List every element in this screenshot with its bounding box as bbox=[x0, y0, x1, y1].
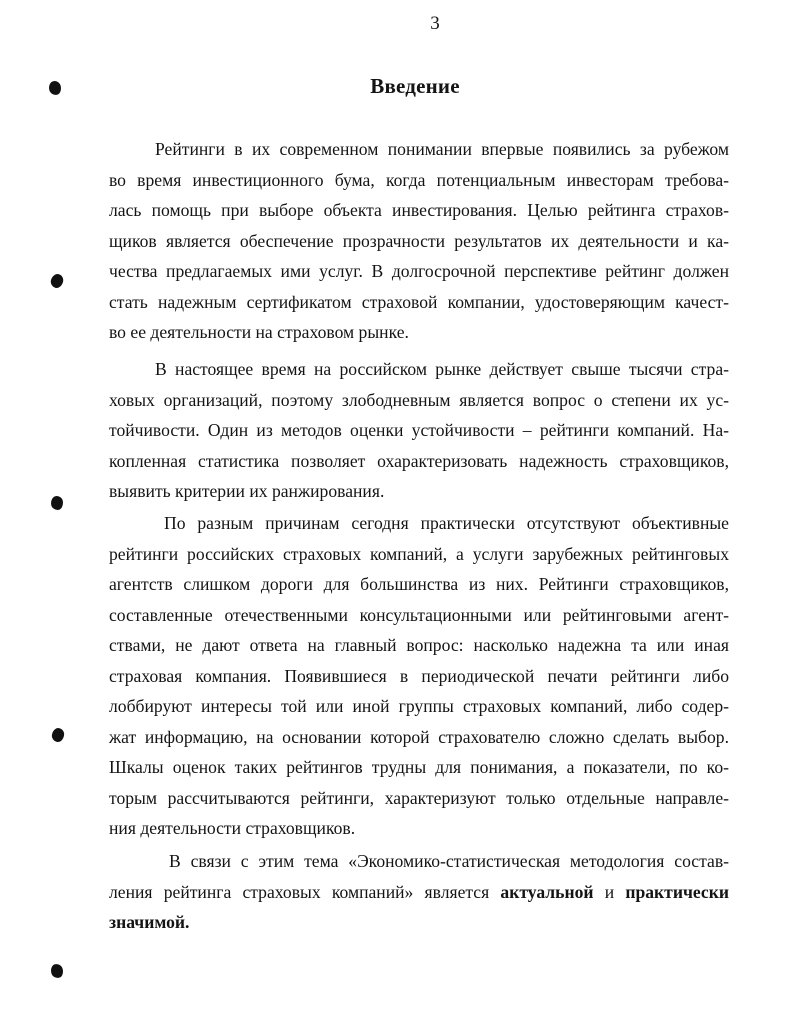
paragraph-line-last bbox=[109, 907, 729, 938]
paragraph-line: ния деятельности страховщиков. bbox=[109, 818, 356, 838]
punch-hole-mark bbox=[49, 963, 64, 980]
paragraph-line: копленная статистика позволяет охарактеризовать надежность страховщиков, bbox=[109, 450, 729, 471]
paragraph-2 bbox=[109, 354, 729, 507]
paragraph-line: ховых организаций, поэтому злободневным является вопрос о степени их ус- bbox=[109, 389, 729, 410]
paragraph-line: составленные отечественными консультационными или рейтинговыми агент- bbox=[109, 604, 729, 625]
paragraph-line: В связи с этим тема «Экономико-статистическая методология состав- bbox=[169, 851, 729, 871]
paragraph-line: ствами, не дают ответа на главный вопрос: насколько надежна та или иная bbox=[109, 635, 729, 655]
paragraph-line: тойчивости. Один из методов оценки устойчивости – рейтинги компаний. На- bbox=[109, 420, 729, 440]
page-number: 3 bbox=[430, 13, 440, 34]
paragraph-line: По разным причинам сегодня практически отсутствуют объективные bbox=[164, 513, 729, 533]
paragraph-line: В настоящее время на российском рынке действует свыше тысячи стра- bbox=[155, 359, 729, 379]
paragraph-line: лоббируют интересы той или иной группы страховых компаний, либо содер- bbox=[109, 696, 729, 716]
emphasis-significant: значимой. bbox=[109, 912, 190, 932]
paragraph-4 bbox=[109, 846, 729, 938]
paragraph-line: выявить критерии их ранжирования. bbox=[109, 481, 385, 501]
emphasis-connector: и bbox=[593, 881, 626, 902]
paragraph-1 bbox=[109, 134, 729, 348]
paragraph-line: страховая компания. Появившиеся в периодической печати рейтинги либо bbox=[109, 665, 729, 686]
paragraph-line: агентств слишком дороги для большинства из них. Рейтинги страховщиков, bbox=[109, 574, 729, 594]
punch-hole-mark bbox=[51, 727, 65, 743]
page-heading: Введение bbox=[370, 74, 460, 98]
paragraph-line: чества предлагаемых ими услуг. В долгосрочной перспективе рейтинг должен bbox=[109, 261, 729, 281]
punch-hole-mark bbox=[50, 495, 63, 510]
paragraph-line: щиков является обеспечение прозрачности результатов их деятельности и ка- bbox=[109, 230, 729, 251]
punch-hole-mark bbox=[49, 272, 65, 289]
paragraph-line: торым рассчитываются рейтинги, характеризуют только отдельные направле- bbox=[109, 787, 729, 808]
paragraph-line-start: ления рейтинга страховых компаний» является bbox=[109, 881, 501, 902]
paragraph-line: Рейтинги в их современном понимании впервые появились за рубежом bbox=[155, 139, 729, 159]
paragraph-line: во время инвестиционного бума, когда потенциальным инвесторам требова- bbox=[109, 169, 729, 190]
paragraph-line-emphasis bbox=[109, 877, 729, 908]
paragraph-3 bbox=[109, 508, 729, 844]
emphasis-relevant: актуальной bbox=[500, 881, 594, 902]
paragraph-line: рейтинги российских страховых компаний, а услуги зарубежных рейтинговых bbox=[109, 543, 729, 564]
paragraph-line: Шкалы оценок таких рейтингов трудны для понимания, а показатели, по ко- bbox=[109, 757, 729, 777]
paragraph-line: стать надежным сертификатом страховой компании, удостоверяющим качест- bbox=[109, 291, 729, 312]
paragraph-line: лась помощь при выборе объекта инвестирования. Целью рейтинга страхов- bbox=[109, 200, 729, 220]
paragraph-line: во ее деятельности на страховом рынке. bbox=[109, 322, 409, 342]
paragraph-line: жат информацию, на основании которой страхователю сложно сделать выбор. bbox=[109, 726, 729, 747]
emphasis-practical: практически bbox=[625, 881, 729, 902]
